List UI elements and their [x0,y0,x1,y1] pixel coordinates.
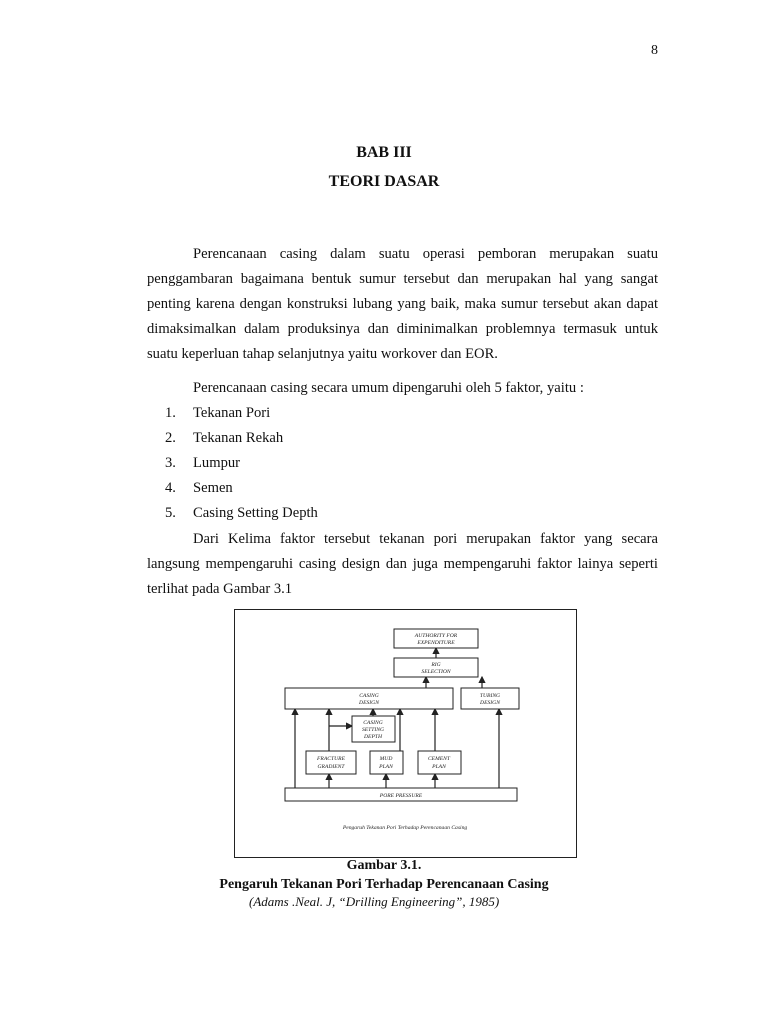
list-item-number: 3. [165,455,176,471]
tubing-label-2: DESIGN [480,700,500,706]
intro-paragraph: Perencanaan casing dalam suatu operasi pemboran merupakan suatu penggambaran bagaimana bentuk sumur tersebut dan merupakan hal yang sangat penting karena dengan konstruksi lubang yang baik, maka sumur tersebut akan dapat dimaksimalkan dalam produksinya dan diminimalkan problemnya termasuk untuk suatu keperluan tahap selanjutnya yaitu workover dan EOR. [147,246,658,362]
chapter-heading [0,138,768,196]
setting-label-3: DEPTH [363,734,383,740]
authority-label-2: EXPENDITURE [417,640,455,646]
box-cement [418,751,461,774]
page-number: 8 [651,43,658,58]
list-item-number: 2. [165,430,176,446]
flowchart-diagram [235,610,576,857]
fracture-label-2: GRADIENT [317,764,345,770]
mud-label-2: PLAN [379,764,393,770]
list-item-text: Lumpur [193,455,241,471]
list-item [165,426,318,451]
list-item-text: Casing Setting Depth [193,505,318,521]
chapter-title: TEORI DASAR [328,173,440,190]
factors-intro-block [147,376,658,401]
rig-label-1: RIG [431,662,441,668]
figure-source: (Adams .Neal. J, “Drilling Engineering”, 1985) [249,894,500,909]
list-item-text: Semen [193,480,233,496]
casing-label-2: DESIGN [359,700,379,706]
authority-label-1: AUTHORITY FOR [414,633,458,639]
conclusion-paragraph: Dari Kelima faktor tersebut tekanan pori merupakan faktor yang secara langsung mempengaruhi casing design dan juga mempengaruhi faktor lainya seperti terlihat pada Gambar 3.1 [147,531,658,597]
factor-list [165,401,318,526]
list-item [165,401,318,426]
cement-label-2: PLAN [432,764,446,770]
tubing-label-1: TUBING [479,693,501,699]
pore-pressure-label: PORE PRESSURE [379,793,423,799]
box-fracture [306,751,356,774]
list-item-number: 4. [165,480,176,496]
setting-label-2: SETTING [361,727,385,733]
fracture-label-1: FRACTURE [317,756,345,762]
cement-label-1: CEMENT [427,756,451,762]
rig-label-2: SELECTION [421,669,451,675]
figure-frame [234,609,577,858]
conclusion-paragraph-block [147,527,658,602]
list-item-text: Tekanan Pori [193,405,271,421]
factors-intro-paragraph: Perencanaan casing secara umum dipengaruhi oleh 5 faktor, yaitu : [193,380,584,396]
casing-label-1: CASING [359,693,379,699]
intro-paragraph-block [147,242,658,367]
list-item [165,501,318,526]
figure-inner-caption: Pengaruh Tekanan Pori Terhadap Perencanaan Casing [342,825,468,831]
box-mud [370,751,403,774]
figure-title: Pengaruh Tekanan Pori Terhadap Perencanaan Casing [219,877,549,892]
list-item [165,451,318,476]
list-item [165,476,318,501]
flowchart-boxes [285,629,519,801]
setting-label-1: CASING [363,720,383,726]
list-item-text: Tekanan Rekah [193,430,284,446]
mud-label-1: MUD [379,756,393,762]
list-item-number: 5. [165,505,176,521]
list-item-number: 1. [165,405,176,421]
figure-number: Gambar 3.1. [346,858,422,873]
chapter-label: BAB III [356,144,412,161]
